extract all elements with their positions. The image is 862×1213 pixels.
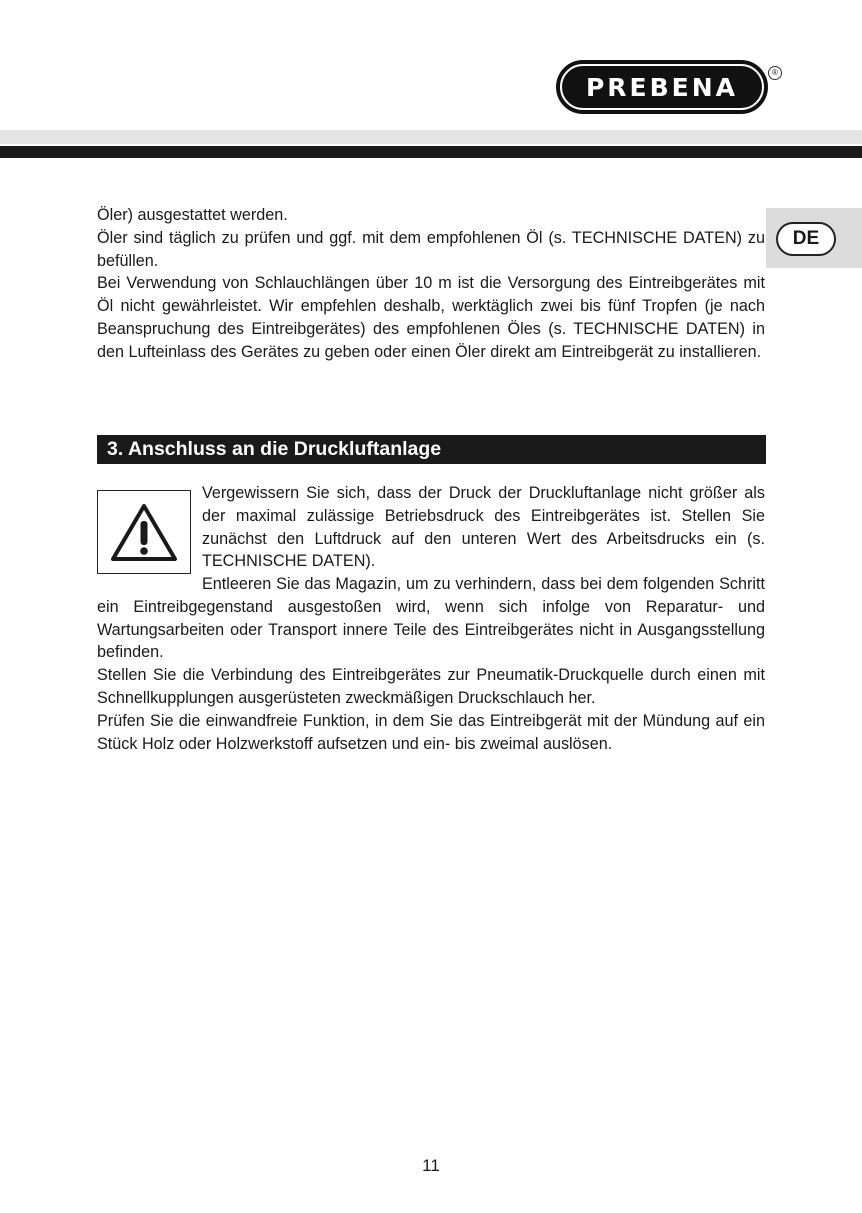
page-number: 11 <box>422 1156 440 1175</box>
section-paragraph-1: Entleeren Sie das Magazin, um zu verhindern, dass bei dem folgenden Schritt ein Eintreibgegenstand ausgestoßen wird, wenn sich infolge von Reparatur- und Wartungsarbeiten oder Transport innere Teile des Eintreibgerätes nicht in Ausgangsstellung befinden. <box>97 575 765 662</box>
intro-paragraph-3: Bei Verwendung von Schlauchlängen über 10 m ist die Versorgung des Eintreibgerätes mit Öl nicht gewährleistet. Wir empfehlen deshalb, werktäglich zwei bis fünf Tropfen (je nach Beanspruchung des Eintreibgerätes) des empfohlenen Öles (s. TECHNISCHE DATEN) in den Lufteinlass des Gerätes zu geben oder einen Öler direkt am Eintreibgerät zu installieren. <box>97 274 765 361</box>
warning-text: Vergewissern Sie sich, dass der Druck der Druckluftanlage nicht größer als der maximal zulässige Betriebsdruck des Eintreibgerätes ist. Stellen Sie zunächst den Luftdruck auf den unteren Wert des Arbeitsdrucks ein (s. TECHNISCHE DATEN). <box>202 484 765 571</box>
intro-text <box>97 204 765 364</box>
section-paragraph-2: Stellen Sie die Verbindung des Eintreibgerätes zur Pneumatik-Druckquelle durch einen mit Schnellkupplungen ausgerüsteten zweckmäßigen Druckschlauch her. <box>97 666 765 707</box>
section-body <box>97 573 765 755</box>
section-title: 3. Anschluss an die Druckluftanlage <box>97 435 766 464</box>
brand-logo-text: PREBENA <box>560 64 764 110</box>
brand-logo <box>556 60 768 114</box>
warning-triangle-icon <box>109 501 179 563</box>
header-band-dark <box>0 146 862 158</box>
warning-box <box>97 490 191 574</box>
section-paragraph-3: Prüfen Sie die einwandfreie Funktion, in dem Sie das Eintreibgerät mit der Mündung auf ein Stück Holz oder Holzwerkstoff aufsetzen und ein- bis zweimal auslösen. <box>97 711 765 753</box>
registered-mark: ® <box>768 66 782 80</box>
header-band-light <box>0 130 862 144</box>
language-badge: DE <box>776 222 836 256</box>
intro-paragraph-2: Öler sind täglich zu prüfen und ggf. mit dem empfohlenen Öl (s. TECHNISCHE DATEN) zu befüllen. <box>97 228 765 270</box>
intro-paragraph-1: Öler) ausgestattet werden. <box>97 206 288 224</box>
